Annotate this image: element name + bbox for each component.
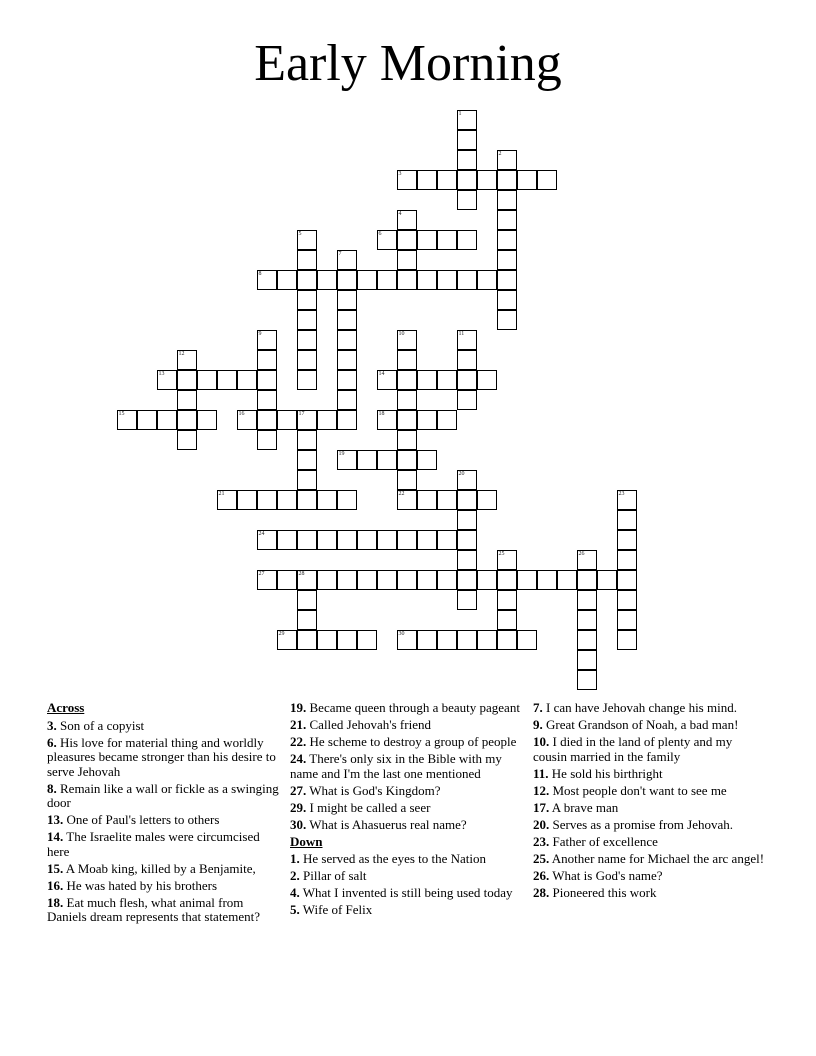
- grid-cell[interactable]: [457, 170, 477, 190]
- clue-down-17: 17. A brave man: [533, 799, 619, 815]
- grid-cell[interactable]: [437, 530, 457, 550]
- grid-cell[interactable]: [417, 410, 437, 430]
- grid-cell[interactable]: [497, 190, 517, 210]
- clue-number: 5: [298, 230, 302, 237]
- grid-cell[interactable]: [317, 270, 337, 290]
- grid-cell[interactable]: [217, 490, 237, 510]
- grid-cell[interactable]: [497, 270, 517, 290]
- grid-cell[interactable]: [297, 290, 317, 310]
- clue-across-13: 13. One of Paul's letters to others: [47, 812, 220, 827]
- grid-cell[interactable]: [417, 270, 437, 290]
- grid-cell[interactable]: [577, 610, 597, 630]
- grid-cell[interactable]: [477, 270, 497, 290]
- grid-cell[interactable]: [477, 170, 497, 190]
- grid-cell[interactable]: [457, 110, 477, 130]
- grid-cell[interactable]: [357, 630, 377, 650]
- grid-cell[interactable]: [417, 570, 437, 590]
- grid-cell[interactable]: [397, 210, 417, 230]
- grid-cell[interactable]: [357, 270, 377, 290]
- grid-cell[interactable]: [617, 570, 637, 590]
- clue-number: 2: [498, 150, 502, 157]
- clue-across-30: 30. What is Ahasuerus real name?: [290, 816, 467, 832]
- grid-cell[interactable]: [497, 570, 517, 590]
- clue-number: 26: [578, 550, 585, 557]
- clue-down-23: 23. Father of excellence: [533, 833, 658, 849]
- clue-down-5: 5. Wife of Felix: [290, 902, 373, 917]
- grid-cell[interactable]: [457, 190, 477, 210]
- grid-cell[interactable]: [377, 570, 397, 590]
- grid-cell[interactable]: [397, 450, 417, 470]
- grid-cell[interactable]: [477, 370, 497, 390]
- grid-cell[interactable]: [317, 490, 337, 510]
- grid-cell[interactable]: [177, 430, 197, 450]
- clue-number: 3: [398, 170, 402, 177]
- grid-cell[interactable]: [417, 230, 437, 250]
- grid-cell[interactable]: [617, 490, 637, 510]
- clue-across-14: 14. The Israelite males were circumcised here: [47, 829, 260, 859]
- grid-cell[interactable]: [377, 410, 397, 430]
- grid-cell[interactable]: [397, 490, 417, 510]
- grid-cell[interactable]: [537, 170, 557, 190]
- grid-cell[interactable]: [337, 270, 357, 290]
- clue-across-8: 8. Remain like a wall or fickle as a swinging door: [47, 780, 279, 810]
- clue-number: 20: [458, 470, 465, 477]
- grid-cell[interactable]: [197, 370, 217, 390]
- grid-cell[interactable]: [337, 370, 357, 390]
- grid-cell[interactable]: [257, 410, 277, 430]
- grid-cell[interactable]: [497, 310, 517, 330]
- clue-number: 28: [298, 570, 305, 577]
- grid-cell[interactable]: [337, 330, 357, 350]
- grid-cell[interactable]: [337, 310, 357, 330]
- clue-number: 13: [158, 370, 165, 377]
- clue-number: 19: [338, 450, 345, 457]
- grid-cell[interactable]: [297, 570, 317, 590]
- grid-cell[interactable]: [497, 230, 517, 250]
- grid-cell[interactable]: [177, 350, 197, 370]
- grid-cell[interactable]: [177, 370, 197, 390]
- grid-cell[interactable]: [457, 510, 477, 530]
- clue-down-1: 1. He served as the eyes to the Nation: [290, 851, 487, 866]
- clue-number: 30: [398, 630, 405, 637]
- grid-cell[interactable]: [297, 630, 317, 650]
- grid-cell[interactable]: [497, 210, 517, 230]
- grid-cell[interactable]: [457, 570, 477, 590]
- grid-cell[interactable]: [617, 610, 637, 630]
- grid-cell[interactable]: [397, 250, 417, 270]
- clue-number: 17: [298, 410, 305, 417]
- grid-cell[interactable]: [497, 610, 517, 630]
- grid-cell[interactable]: [437, 270, 457, 290]
- grid-cell[interactable]: [457, 490, 477, 510]
- clue-across-6: 6. His love for material thing and worldly pleasures became stronger than his desire to serve Jehovah: [47, 734, 276, 779]
- clue-down-25: 25. Another name for Michael the arc angel!: [533, 850, 765, 866]
- grid-cell[interactable]: [397, 370, 417, 390]
- clue-number: 11: [458, 330, 465, 337]
- clue-number: 7: [338, 250, 342, 257]
- grid-cell[interactable]: [337, 530, 357, 550]
- grid-cell[interactable]: [317, 530, 337, 550]
- grid-cell[interactable]: [377, 270, 397, 290]
- clue-across-19: 19. Became queen through a beauty pageant: [290, 700, 520, 715]
- grid-cell[interactable]: [557, 570, 577, 590]
- clue-across-27: 27. What is God's Kingdom?: [290, 782, 441, 798]
- grid-cell[interactable]: [297, 250, 317, 270]
- clue-number: 1: [458, 110, 462, 117]
- grid-cell[interactable]: [617, 590, 637, 610]
- clue-number: 25: [498, 550, 505, 557]
- down-heading: Down: [290, 833, 323, 849]
- clue-across-15: 15. A Moab king, killed by a Benjamite,: [47, 860, 256, 876]
- grid-cell[interactable]: [337, 630, 357, 650]
- clue-number: 8: [258, 270, 262, 277]
- grid-cell[interactable]: [397, 530, 417, 550]
- clue-number: 18: [378, 410, 385, 417]
- grid-cell[interactable]: [357, 570, 377, 590]
- clue-number: 16: [238, 410, 245, 417]
- grid-cell[interactable]: [377, 230, 397, 250]
- clue-number: 23: [618, 490, 625, 497]
- grid-cell[interactable]: [457, 530, 477, 550]
- grid-cell[interactable]: [317, 630, 337, 650]
- grid-cell[interactable]: [157, 410, 177, 430]
- grid-cell[interactable]: [357, 450, 377, 470]
- grid-cell[interactable]: [257, 370, 277, 390]
- grid-cell[interactable]: [237, 490, 257, 510]
- grid-cell[interactable]: [617, 510, 637, 530]
- grid-cell[interactable]: [277, 570, 297, 590]
- grid-cell[interactable]: [417, 530, 437, 550]
- grid-cell[interactable]: [257, 530, 277, 550]
- grid-cell[interactable]: [497, 550, 517, 570]
- clue-number: 27: [258, 570, 265, 577]
- grid-cell[interactable]: [277, 270, 297, 290]
- grid-cell[interactable]: [497, 590, 517, 610]
- grid-cell[interactable]: [177, 410, 197, 430]
- grid-cell[interactable]: [337, 570, 357, 590]
- grid-cell[interactable]: [457, 590, 477, 610]
- grid-cell[interactable]: [397, 230, 417, 250]
- grid-cell[interactable]: [417, 170, 437, 190]
- grid-cell[interactable]: [277, 410, 297, 430]
- grid-cell[interactable]: [137, 410, 157, 430]
- clue-number: 21: [218, 490, 225, 497]
- grid-cell[interactable]: [497, 630, 517, 650]
- grid-cell[interactable]: [297, 230, 317, 250]
- grid-cell[interactable]: [297, 410, 317, 430]
- grid-cell[interactable]: [297, 470, 317, 490]
- grid-cell[interactable]: [117, 410, 137, 430]
- grid-cell[interactable]: [457, 150, 477, 170]
- grid-cell[interactable]: [237, 370, 257, 390]
- grid-cell[interactable]: [457, 470, 477, 490]
- grid-cell[interactable]: [617, 550, 637, 570]
- grid-cell[interactable]: [577, 670, 597, 690]
- grid-cell[interactable]: [217, 370, 237, 390]
- grid-cell[interactable]: [357, 530, 377, 550]
- clue-number: 10: [398, 330, 405, 337]
- clue-number: 12: [178, 350, 185, 357]
- grid-cell[interactable]: [397, 330, 417, 350]
- clue-number: 6: [378, 230, 382, 237]
- grid-cell[interactable]: [317, 410, 337, 430]
- clue-across-16: 16. He was hated by his brothers: [47, 877, 218, 893]
- clue-number: 29: [278, 630, 285, 637]
- grid-cell[interactable]: [437, 490, 457, 510]
- grid-cell[interactable]: [397, 430, 417, 450]
- clues-column-3: [533, 701, 765, 903]
- grid-cell[interactable]: [477, 570, 497, 590]
- grid-cell[interactable]: [437, 630, 457, 650]
- grid-cell[interactable]: [597, 570, 617, 590]
- grid-cell[interactable]: [457, 350, 477, 370]
- grid-cell[interactable]: [437, 410, 457, 430]
- clue-down-11: 11. He sold his birthright: [533, 765, 663, 781]
- grid-cell[interactable]: [617, 530, 637, 550]
- clue-across-21: 21. Called Jehovah's friend: [290, 717, 431, 732]
- clue-number: 15: [118, 410, 125, 417]
- grid-cell[interactable]: [297, 450, 317, 470]
- grid-cell[interactable]: [497, 170, 517, 190]
- grid-cell[interactable]: [257, 490, 277, 510]
- grid-cell[interactable]: [297, 350, 317, 370]
- across-heading: Across: [47, 700, 85, 715]
- grid-cell[interactable]: [377, 530, 397, 550]
- clue-number: 22: [398, 490, 405, 497]
- grid-cell[interactable]: [237, 410, 257, 430]
- grid-cell[interactable]: [477, 630, 497, 650]
- grid-cell[interactable]: [437, 230, 457, 250]
- grid-cell[interactable]: [457, 630, 477, 650]
- clue-across-18: 18. Eat much flesh, what animal from Daniels dream represents that statement?: [47, 894, 260, 924]
- grid-cell[interactable]: [497, 290, 517, 310]
- grid-cell[interactable]: [477, 490, 497, 510]
- clue-number: 24: [258, 530, 265, 537]
- grid-cell[interactable]: [497, 250, 517, 270]
- grid-cell[interactable]: [457, 330, 477, 350]
- clue-across-3: 3. Son of a copyist: [47, 717, 145, 733]
- grid-cell[interactable]: [457, 130, 477, 150]
- grid-cell[interactable]: [517, 630, 537, 650]
- clue-down-28: 28. Pioneered this work: [533, 884, 657, 900]
- grid-cell[interactable]: [457, 370, 477, 390]
- grid-cell[interactable]: [377, 370, 397, 390]
- grid-cell[interactable]: [577, 650, 597, 670]
- clue-down-9: 9. Great Grandson of Noah, a bad man!: [533, 717, 739, 732]
- grid-cell[interactable]: [377, 450, 397, 470]
- grid-cell[interactable]: [617, 630, 637, 650]
- grid-cell[interactable]: [337, 410, 357, 430]
- clue-number: 4: [398, 210, 402, 217]
- grid-cell[interactable]: [397, 270, 417, 290]
- grid-cell[interactable]: [437, 570, 457, 590]
- clue-number: 14: [378, 370, 385, 377]
- grid-cell[interactable]: [297, 610, 317, 630]
- grid-cell[interactable]: [457, 550, 477, 570]
- grid-cell[interactable]: [397, 170, 417, 190]
- grid-cell[interactable]: [337, 250, 357, 270]
- clue-across-29: 29. I might be called a seer: [290, 799, 431, 815]
- grid-cell[interactable]: [577, 570, 597, 590]
- grid-cell[interactable]: [457, 390, 477, 410]
- grid-cell[interactable]: [397, 390, 417, 410]
- clues-column-1: [47, 701, 282, 927]
- clue-down-2: 2. Pillar of salt: [290, 868, 367, 883]
- grid-cell[interactable]: [417, 450, 437, 470]
- grid-cell[interactable]: [257, 330, 277, 350]
- grid-cell[interactable]: [397, 470, 417, 490]
- clue-number: 9: [258, 330, 262, 337]
- grid-cell[interactable]: [297, 590, 317, 610]
- clue-down-7: 7. I can have Jehovah change his mind.: [533, 700, 737, 715]
- grid-cell[interactable]: [497, 150, 517, 170]
- grid-cell[interactable]: [337, 290, 357, 310]
- grid-cell[interactable]: [457, 270, 477, 290]
- grid-cell[interactable]: [257, 570, 277, 590]
- grid-cell[interactable]: [417, 490, 437, 510]
- grid-cell[interactable]: [337, 450, 357, 470]
- clue-across-24: 24. There's only six in the Bible with my name and I'm the last one mentioned: [290, 751, 502, 781]
- clue-across-22: 22. He scheme to destroy a group of people: [290, 734, 517, 749]
- grid-cell[interactable]: [177, 390, 197, 410]
- puzzle-title: Early Morning: [254, 35, 562, 92]
- grid-cell[interactable]: [297, 270, 317, 290]
- clue-down-4: 4. What I invented is still being used today: [290, 885, 513, 900]
- grid-cell[interactable]: [257, 270, 277, 290]
- grid-cell[interactable]: [257, 430, 277, 450]
- grid-cell[interactable]: [397, 630, 417, 650]
- grid-cell[interactable]: [517, 570, 537, 590]
- grid-cell[interactable]: [397, 410, 417, 430]
- grid-cell[interactable]: [297, 430, 317, 450]
- grid-cell[interactable]: [417, 370, 437, 390]
- grid-cell[interactable]: [437, 170, 457, 190]
- grid-cell[interactable]: [277, 630, 297, 650]
- grid-cell[interactable]: [537, 570, 557, 590]
- clue-down-26: 26. What is God's name?: [533, 867, 663, 883]
- grid-cell[interactable]: [397, 350, 417, 370]
- clues-column-2: [290, 701, 528, 920]
- clue-down-20: 20. Serves as a promise from Jehovah.: [533, 816, 734, 832]
- grid-cell[interactable]: [297, 530, 317, 550]
- grid-cell[interactable]: [337, 490, 357, 510]
- grid-cell[interactable]: [297, 370, 317, 390]
- grid-cell[interactable]: [197, 410, 217, 430]
- grid-cell[interactable]: [397, 570, 417, 590]
- grid-cell[interactable]: [417, 630, 437, 650]
- grid-cell[interactable]: [277, 490, 297, 510]
- grid-cell[interactable]: [317, 570, 337, 590]
- grid-cell[interactable]: [457, 230, 477, 250]
- grid-cell[interactable]: [297, 310, 317, 330]
- grid-cell[interactable]: [257, 390, 277, 410]
- grid-cell[interactable]: [517, 170, 537, 190]
- grid-cell[interactable]: [577, 630, 597, 650]
- grid-cell[interactable]: [297, 330, 317, 350]
- grid-cell[interactable]: [337, 390, 357, 410]
- grid-cell[interactable]: [277, 530, 297, 550]
- grid-cell[interactable]: [577, 550, 597, 570]
- clue-down-10: 10. I died in the land of plenty and my cousin married in the family: [533, 734, 733, 764]
- grid-cell[interactable]: [577, 590, 597, 610]
- grid-cell[interactable]: [157, 370, 177, 390]
- grid-cell[interactable]: [257, 350, 277, 370]
- grid-cell[interactable]: [437, 370, 457, 390]
- grid-cell[interactable]: [337, 350, 357, 370]
- clue-down-12: 12. Most people don't want to see me: [533, 782, 727, 798]
- grid-cell[interactable]: [297, 490, 317, 510]
